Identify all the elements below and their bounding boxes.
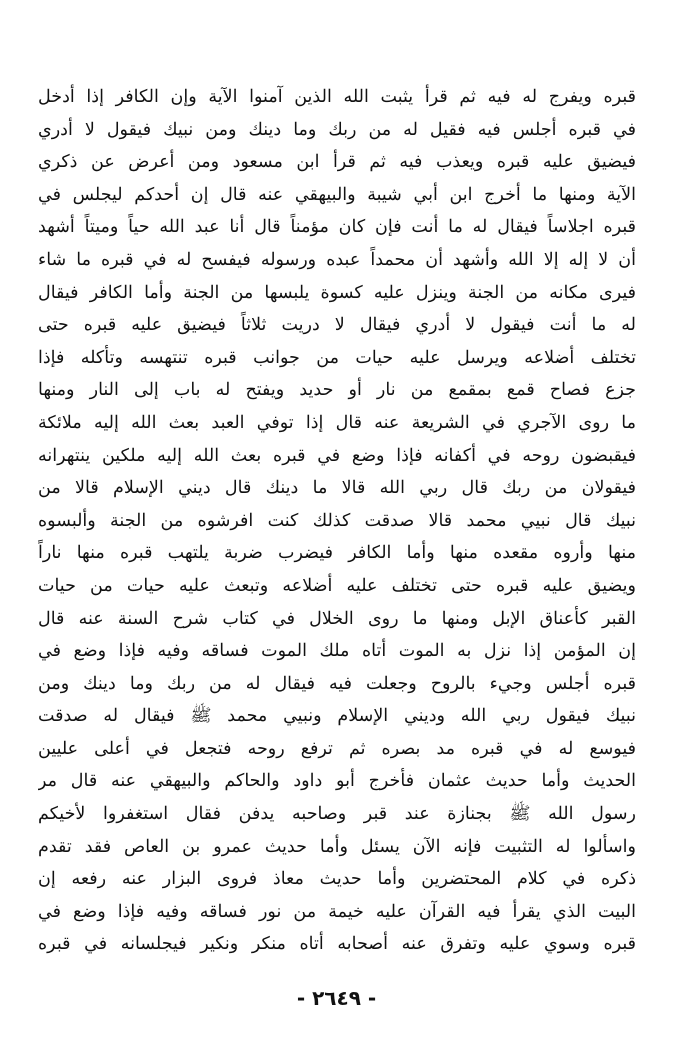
text-line: قبره ويفرج له فيه ثم قرأ يثبت الله الذين آمنوا الآية وإن الكافر إذا أدخل: [38, 87, 636, 107]
text-line: قبره أجلس وجيء بالروح وجعلت فيه فيقال له من ربك وما دينك ومن: [38, 673, 636, 694]
text-line: فيقبضون روحه في أكفانه فإذا وضع في قبره بعث الله إليه ملكين ينتهرانه: [38, 445, 636, 466]
text-line: قبره اجلاساً فيقال له ما أنت فإن كان مؤمناً قال أنا عبد الله حياً وميتاً أشهد: [38, 217, 636, 238]
text-line: البيت الذي يقرأ فيه القرآن عليه خيمة من نور فساقه وفيه فإذا وضع في: [38, 901, 636, 922]
text-line: فيضيق عليه قبره ويعذب فيه ثم قرأ ابن مسعود ومن أعرض عن ذكري: [38, 152, 636, 173]
text-line: فيقولان من ربك قال ربي الله قالا ما دينك قال ديني الإسلام قالا من: [38, 478, 636, 499]
text-line: فيوسع له في قبره مد بصره ثم ترفع روحه فتجعل في أعلى عليين: [38, 738, 636, 759]
text-line: قبره وسوي عليه وتفرق عنه أصحابه أتاه منكر ونكير فيجلسانه في قبره: [38, 934, 636, 955]
body-text: [38, 81, 636, 961]
text-line: ما روى الآجري في الشريعة عنه قال إذا توفي العبد بعث الله إليه ملائكة: [38, 412, 636, 433]
text-line: الآية ومنها ما أخرج ابن أبي شيبة والبيهقي عنه قال إن أحدكم ليجلس في: [38, 184, 636, 205]
text-line: واسألوا له التثبيت فإنه الآن يسئل وأما حديث عمرو بن العاص فقد تقدم: [38, 836, 636, 857]
text-line: تختلف أضلاعه ويرسل عليه حيات من جوانب قبره تنتهسه وتأكله فإذا: [38, 347, 636, 368]
text-line: رسول الله ﷺ بجنازة عند قبر وصاحبه يدفن فقال استغفروا لأخيكم: [38, 804, 636, 825]
text-line: ويضيق عليه قبره حتى تختلف عليه أضلاعه وتبعث عليه حيات من حيات: [38, 575, 636, 596]
text-line: ذكره في كلام المحتضرين وأما حديث معاذ فروى البزار عنه رفعه إن: [38, 869, 636, 890]
text-line: منها وأروه مقعده منها وأما الكافر فيضرب ضربة يلتهب قبره منها ناراً: [38, 543, 636, 564]
text-line: إن المؤمن إذا نزل به الموت أتاه ملك الموت فساقه وفيه فإذا وضع في: [38, 641, 636, 662]
text-line: نبيك قال نبيي محمد قالا صدقت كذلك كنت افرشوه من الجنة وألبسوه: [38, 510, 636, 531]
text-line: نبيك فيقول ربي الله وديني الإسلام ونبيي محمد ﷺ فيقال له صدقت: [38, 706, 636, 727]
text-line: أن لا إله إلا الله وأشهد أن محمداً عبده ورسوله فيفسح له في قبره ما شاء: [38, 249, 636, 270]
text-line: له ما أنت فيقول لا أدري فيقال لا دريت ثلاثاً فيضيق عليه قبره حتى: [38, 315, 636, 336]
text-line: الحديث وأما حديث عثمان فأخرج أبو داود والحاكم والبيهقي عنه قال مر: [38, 771, 636, 792]
page-number: - ٢٦٤٩ -: [296, 986, 377, 1010]
text-line: جزع فصاح قمع بمقمع من نار أو حديد ويفتح له باب إلى النار ومنها: [38, 380, 636, 401]
text-line: فيرى مكانه من الجنة وينزل عليه كسوة يلبسها من الجنة وأما الكافر فيقال: [38, 282, 636, 303]
text-line: في قبره أجلس فيه فقيل له من ربك وما دينك ومن نبيك فيقول لا أدري: [38, 119, 636, 140]
text-line: القبر كأعناق الإبل ومنها ما روى الخلال في كتاب شرح السنة عنه قال: [38, 608, 636, 629]
